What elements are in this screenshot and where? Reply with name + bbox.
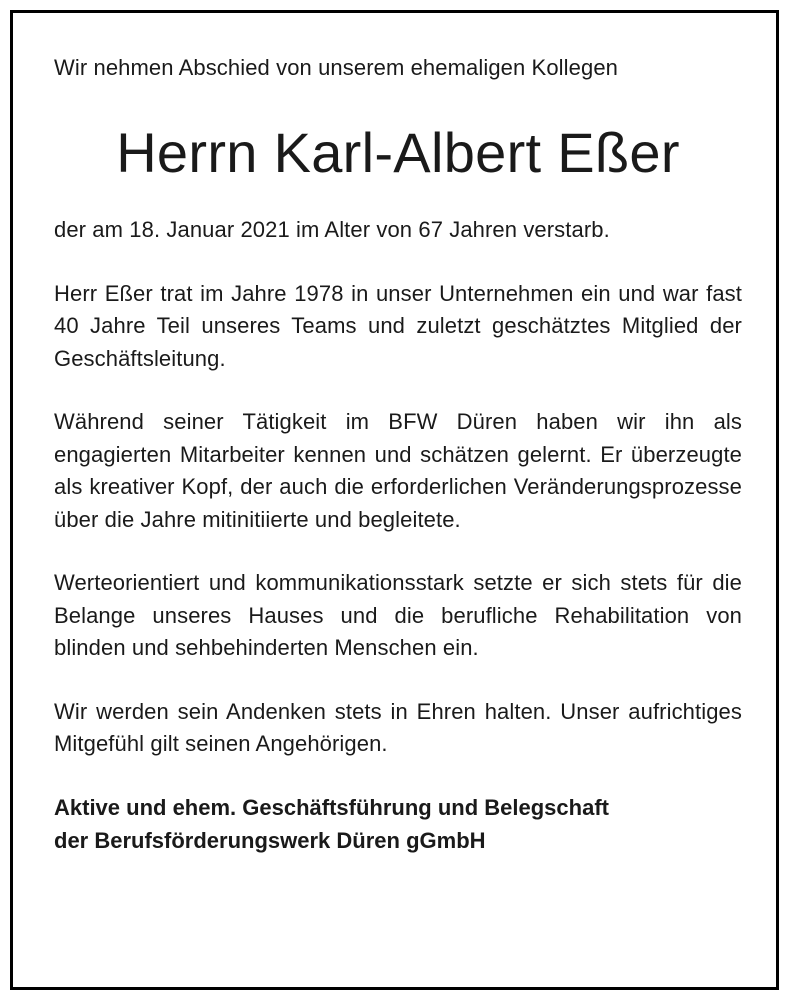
deceased-name: Herrn Karl-Albert Eßer bbox=[116, 121, 680, 184]
obituary-notice bbox=[10, 10, 779, 990]
signature-line-1: Aktive und ehem. Geschäftsführung und Belegschaft bbox=[54, 794, 609, 820]
paragraph-career: Herr Eßer trat im Jahre 1978 in unser Unternehmen ein und war fast 40 Jahre Teil unseres Teams und zuletzt geschätztes Mitglied der Geschäftsleitung. bbox=[54, 280, 742, 371]
intro-line: Wir nehmen Abschied von unserem ehemaligen Kollegen bbox=[54, 55, 618, 80]
paragraph-values: Werteorientiert und kommunikationsstark setzte er sich stets für die Belange unseres Hauses und die berufliche Rehabilitation von blinden und sehbehinderten Menschen ein. bbox=[54, 570, 742, 660]
signature bbox=[54, 791, 742, 857]
paragraph-activity: Während seiner Tätigkeit im BFW Düren haben wir ihn als engagierten Mitarbeiter kennen und schätzen gelernt. Er überzeugte als kreativer Kopf, der auch die erforderlichen Veränderungsprozesse über die Jahre mitinitiierte und begleitete. bbox=[54, 409, 742, 532]
paragraph-condolence: Wir werden sein Andenken stets in Ehren halten. Unser aufrichtiges Mitgefühl gilt seinen Angehörigen. bbox=[54, 698, 742, 756]
notice-content bbox=[54, 51, 742, 857]
signature-line-2: der Berufsförderungswerk Düren gGmbH bbox=[54, 827, 486, 853]
death-line: der am 18. Januar 2021 im Alter von 67 Jahren verstarb. bbox=[54, 217, 610, 242]
